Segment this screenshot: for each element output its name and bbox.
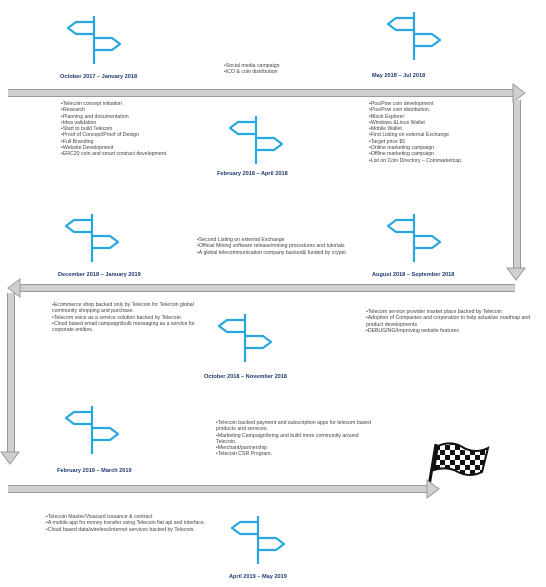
- milestone-period: October 2018 – November 2018: [204, 374, 288, 380]
- arrow-head-down: [507, 268, 525, 280]
- notes-row4-right: • Telecom service provider market place backed by Telecoin • Adoption of Companies and corporation to help actualize roadmap and product developments • DEBUGING/Improving website features: [366, 309, 536, 334]
- notes-row4-left: • Ecommerce shop backed only by Telecoin for Telecoin global community shopping and purchase. • Telecom voice as a service solution backed by Telecoin. • Cloud based email campaign/bulk messaging as a service for corporate entities.: [52, 302, 212, 333]
- notes-row6-left: • Telecoin Master/Visacard issuance & contract • A mobile app for money transfer using Telecoin fiat api and interface. • Cloud based data/wireless/internet services backed by Telecoin.: [46, 514, 206, 533]
- arrow-head-down: [1, 452, 19, 464]
- milestone-period: February 2018 – April 2018: [217, 171, 288, 177]
- timeline-arrow: [8, 89, 514, 97]
- notes-row2-left: • Telecoin concept initiation • Research • Planning and documentation • Idea validation • Start to build Telecoin • Proof of Concept/Proof of Design • Full Branding • Website Development • ERC20 coin and smart contract development.: [61, 101, 221, 158]
- notes-row5-center: • Telecoin backed payment and subscription apps for telecom based products and services. • Marketing Campaign/bring and build more community around Telecoin. • Merchant/partnership • Telecoin CSR Program.: [216, 420, 376, 458]
- notes-row3-center: • Second Listing on external Exchange • Official Mining software release/mining procedures and tutorials • A global telecommunication company backed& funded by crypto: [197, 237, 357, 256]
- timeline-arrow: [19, 284, 515, 292]
- milestone-period: February 2019 – March 2019: [57, 468, 132, 474]
- arrow-head-right: [427, 480, 439, 498]
- signpost-icon: [226, 114, 286, 166]
- signpost-icon: [384, 212, 444, 264]
- milestone-period: December 2018 – January 2019: [58, 272, 141, 278]
- signpost-icon: [64, 14, 124, 66]
- signpost-icon: [62, 404, 122, 456]
- signpost-icon: [384, 10, 444, 62]
- milestone-period: August 2018 – September 2018: [372, 272, 455, 278]
- timeline-arrow: [8, 485, 428, 493]
- signpost-icon: [62, 212, 122, 264]
- timeline-arrow: [7, 293, 15, 453]
- signpost-icon: [228, 514, 288, 566]
- milestone-period: May 2018 – Jul 2018: [372, 73, 426, 79]
- milestone-period: April 2019 – May 2019: [229, 574, 287, 580]
- timeline-arrow: [513, 100, 521, 270]
- notes-row2-right: • Pos/Pow coin development • Pos/Pow coin distribution. • Block Explorer • Windows &Linux Wallet • Mobile Wallet • First Listing on external Exchange • Target price $5 • Online marketing campaign • Offline marketing campaign • List on Coin Directory – Coinmarketcap.: [369, 101, 529, 164]
- signpost-icon: [215, 312, 275, 364]
- notes-row1-center: • Social media campaign • ICO & coin distribution: [224, 63, 334, 76]
- milestone-period: October 2017 – January 2018: [60, 74, 138, 80]
- finish-flag-icon: [430, 440, 492, 494]
